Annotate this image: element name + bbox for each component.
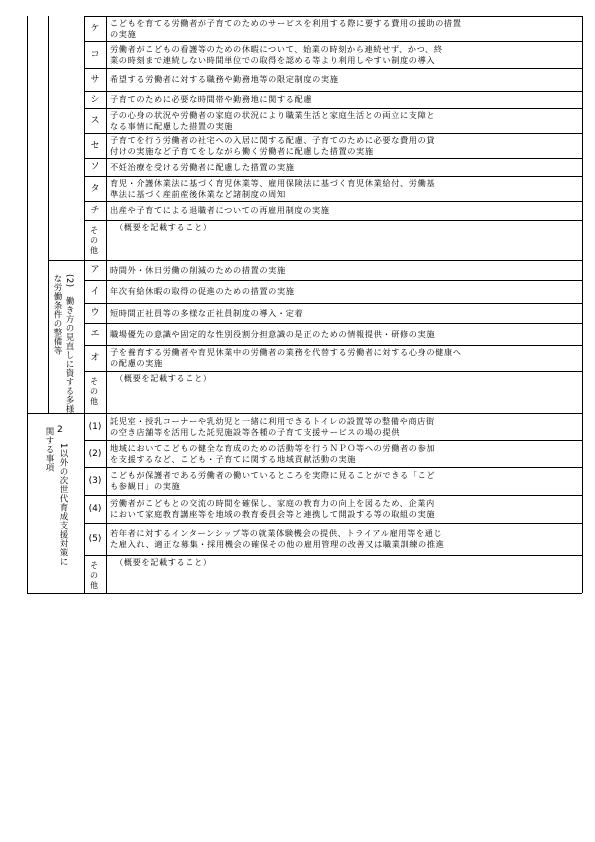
item-key-label: イ [90, 286, 100, 297]
section2-label: 関する事項 [44, 427, 54, 472]
item-text-line: こどもを育てる労働者が子育てのためのサービスを利用する際に要する費用の援助の措置 [110, 17, 462, 28]
item-text-line: 子育てのために必要な時間帯や勤務地に関する配慮 [110, 94, 313, 104]
item-text-line: 育児・介護休業法に基づく育児休業等、雇用保険法に基づく育児休業給付、労働基 [110, 177, 436, 188]
subsection2-label: な労働条件の整備等 [52, 274, 62, 355]
item-text-line: た雇入れ、適正な募集・採用機会の確保その他の雇用管理の改善又は職業訓練の推進 [110, 539, 445, 549]
item-text-line: 職場優先の意識や固定的な性別役割分担意識の是正のための情報提供・研修の実施 [110, 328, 436, 339]
item-text-line: の実施 [110, 28, 137, 39]
item-text-line: こどもが保護者である労働者の働いているところを実際に見ることができる「こど [110, 470, 436, 480]
item-text-line: 地域においてこどもの健全な育成のための活動等を行うＮＰＯ等への労働者の参加 [110, 442, 436, 453]
other-key-label: その他 [90, 377, 98, 406]
item-text-line: 労働者がこどもとの交流の時間を確保し、家庭の教育力の向上を図るため、企業内 [110, 498, 435, 508]
item-text-line: 若年者に対するインターンシップ等の就業体験機会の提供、トライアル雇用等を通じ [110, 528, 443, 538]
item-text-line: 不妊治療を受ける労働者に配慮した措置の実施 [110, 161, 295, 172]
item-key-label: チ [90, 205, 100, 216]
item-key-label: コ [90, 49, 100, 60]
subsection2-label: (2) 働き方の見直しに資する多様 [64, 274, 74, 414]
item-text-line: 時間外・休日労働の削減のための措置の実施 [110, 264, 286, 275]
item-text-line: 労働者がこどもの看護等のための休暇について、始業の時刻から連続せず、かつ、終 [110, 43, 443, 54]
other-key-label: その他 [90, 226, 98, 255]
item-key-label: セ [90, 140, 100, 151]
item-key-label: ケ [90, 23, 100, 34]
table-border [582, 16, 583, 593]
item-key-label: ス [90, 115, 100, 126]
item-text-line: を支援するなど、こども・子育てに関する地域貢献活動の実施 [110, 453, 357, 464]
item-text-line: 子の心身の状況や労働者の家庭の状況により職業生活と家庭生活との両立に支障と [110, 109, 436, 120]
item-key-label: シ [90, 94, 100, 105]
item-key-label: (4) [88, 504, 102, 514]
item-key-label: (3) [88, 476, 102, 486]
item-text-line: なる事情に配慮した措置の実施 [110, 120, 234, 131]
table-border [27, 16, 28, 593]
item-key-label: (5) [88, 534, 102, 544]
item-key-label: サ [90, 74, 100, 85]
item-text-line: の空き店舗等を活用した託児施設等各種の子育て支援サービスの場の提供 [110, 426, 400, 437]
item-key-label: (2) [88, 448, 102, 459]
table-border [27, 593, 582, 594]
item-text-line: 準法に基づく産前産後休業など諸制度の周知 [110, 188, 286, 199]
item-text-line: 出産や子育てによる退職者についての再雇用制度の実施 [110, 205, 330, 215]
item-key-label: (1) [88, 421, 102, 432]
item-text-line: 付けの実施など子育てをしながら働く労働者に配慮した措置の実施 [110, 145, 374, 156]
table-border [84, 371, 582, 372]
item-text-line: 業の時刻まで連続しない時間単位での取得を認める等より利用しやすい制度の導入 [110, 54, 436, 65]
section2-label: 1以外の次世代育成支援対策に [58, 443, 68, 566]
table-border [48, 16, 49, 413]
table-border [106, 16, 107, 593]
other-note-text: （概要を記載すること） [115, 222, 212, 232]
item-key-label: ア [90, 265, 100, 275]
item-text-line: 年次有給休暇の取得の促進のための措置の実施 [110, 286, 295, 296]
other-key-label: その他 [90, 561, 98, 590]
section2-number: 2 [57, 425, 63, 435]
other-note-text: （概要を記載すること） [115, 373, 212, 383]
item-text-line: 子を養育する労働者や育児休業中の労働者の業務を代替する労働者に対する心身の健康へ [110, 347, 462, 357]
item-key-label: エ [90, 329, 100, 339]
item-key-label: ウ [90, 308, 100, 318]
table-border [84, 555, 582, 556]
item-text-line: 希望する労働者に対する職務や勤務地等の限定制度の実施 [110, 74, 339, 84]
item-text-line: も参観日」の実施 [110, 481, 181, 491]
table-border [48, 260, 84, 261]
item-key-label: ソ [90, 162, 100, 172]
table-border [27, 413, 582, 414]
item-text-line: 短時間正社員等の多様な正社員制度の導入・定着 [110, 307, 304, 318]
item-text-line: の配慮の実施 [110, 358, 163, 368]
table-border [84, 220, 582, 221]
item-text-line: 子育てを行う労働者の社宅への入居に関する配慮、子育てのために必要な費用の貸 [110, 134, 436, 145]
table-border [84, 16, 85, 593]
other-note-text: （概要を記載すること） [115, 557, 212, 567]
item-key-label: タ [90, 183, 100, 194]
item-text-line: 託児室・授乳コーナーや乳幼児と一緒に利用できるトイレの設置等の整備や商店街 [110, 415, 435, 426]
item-key-label: オ [90, 353, 100, 363]
item-text-line: において家庭教育講座等を地域の教育委員会等と連携して開設する等の取組の実施 [110, 509, 436, 519]
